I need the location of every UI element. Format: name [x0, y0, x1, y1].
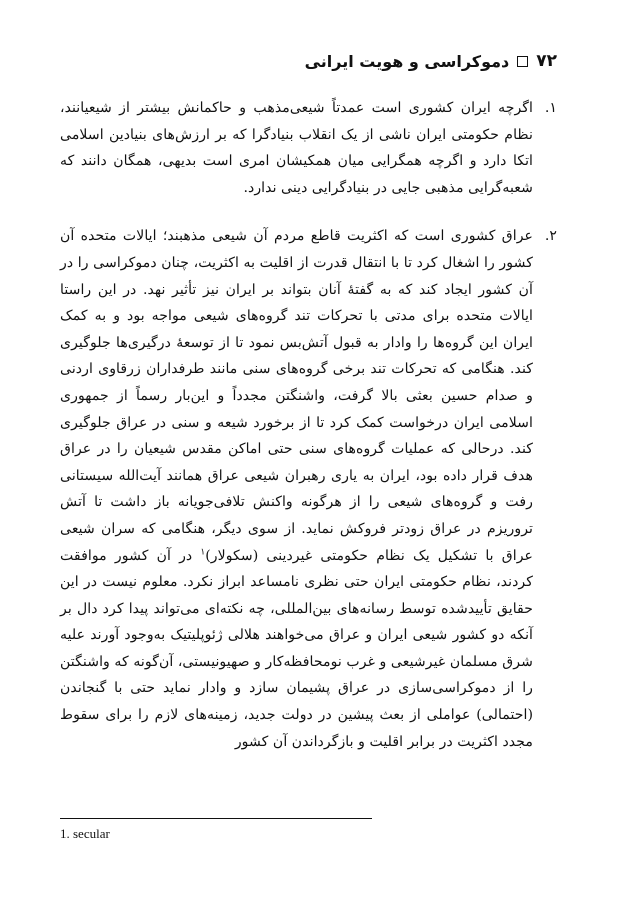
square-ornament-icon — [517, 56, 528, 67]
page-number: ۷۲ — [536, 51, 557, 71]
paragraph-text-part: در آن کشور موافقت کردند، نظام حکومتی ایران حتی نظری نامساعد ابراز نکرد. معلوم نیست در این حقایق تأییدشده توسط رسانه‌های بین‌المللی، چه نکته‌ای می‌تواند پیدا کرد دال بر آنکه دو کشور شیعی ایران و عراق می‌خواهند هلالی ژئوپلیتیک به‌وجود آورند علیه شرق مسلمان غیرشیعی و غرب نومحافظه‌کار و صهیونیستی، آن‌گونه که واشنگتن را از دموکراسی‌سازی در عراق پشیمان سازد و وادار نماید حتی با گنجاندن (احتمالی) عواملی از بعث پیشین در دولت جدید، زمینه‌های لازم را برای سقوط مجدد اکثریت در برابر اقلیت و بازگرداندن آن کشور — [60, 547, 533, 750]
footnote-divider — [60, 818, 372, 819]
paragraph-number: ۲. — [544, 228, 557, 245]
footnote-reference: ۱ — [200, 546, 206, 557]
paragraph-text: اگرچه ایران کشوری است عمدتاً شیعی‌مذهب و حاکمانش بیشتر از شیعیانند، نظام حکومتی ایران ناشی از یک انقلاب بنیادگرا که بر ارزش‌های بنیادین اسلامی اتکا دارد و اگرچه همگرایی میان همکیشان امری است بدیهی، همگان دانند که شعبه‌گرایی مذهبی جایی در بنیادگرایی دینی ندارد. — [60, 100, 533, 196]
paragraph-1 — [60, 95, 557, 201]
paragraph-2 — [60, 223, 557, 755]
running-header — [60, 48, 557, 74]
running-title: دموکراسی و هویت ایرانی — [304, 51, 510, 71]
page-body — [60, 95, 557, 755]
footnote: 1. secular — [60, 826, 110, 841]
paragraph-text — [60, 223, 533, 755]
paragraph-text-part: عراق کشوری است که اکثریت قاطع مردم آن شیعی مذهبند؛ ایالات متحده آن کشور را اشغال کرد تا با انتقال قدرت از اقلیت به اکثریت، چنان دموکراسی را در آن کشور ایجاد کند که به گفتهٔ آنان بتواند بر ایران نیز تأثیر نهد. در این راستا ایالات متحده برای مدتی با تحرکات تند گروه‌های شیعی مواجه بود و به کمک ایران این گروه‌ها را وادار به قبول آتش‌بس نمود تا از توسعهٔ درگیری‌ها جلوگیری کند. هنگامی که تحرکات تند برخی گروه‌های سنی مانند طرفداران زرقاوی اردنی و صدام حسین بعثی بالا گرفت، واشنگتن مجدداً و این‌بار رسماً از جمهوری اسلامی ایران درخواست کمک کرد تا از برخورد شیعه و سنی در عراق جلوگیری کند. درحالی که عملیات گروه‌های سنی حتی اماکن مقدس شیعیان را در عراق هدف قرار داده بود، ایران به یاری رهبران شیعی عراق همانند آیت‌الله سیستانی رفت و گروه‌های شیعی را از هرگونه واکنش تلافی‌جویانه باز داشت تا آتش تروریزم در عراق زودتر فروکش نماید. از سوی دیگر، هنگامی که سران شیعی عراق با تشکیل یک نظام حکومتی غیردینی (سکولار) — [60, 228, 534, 564]
paragraph-number: ۱. — [544, 100, 557, 116]
